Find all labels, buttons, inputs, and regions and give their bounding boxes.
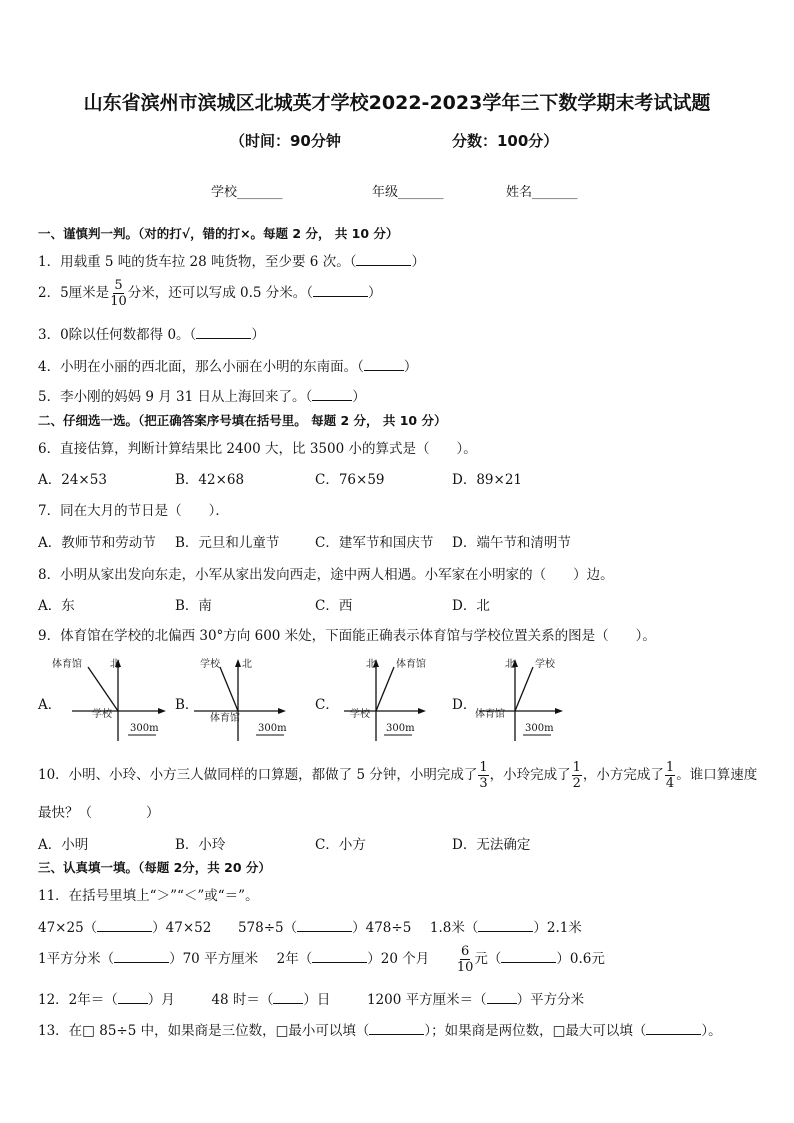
q6-option-d[interactable]: D．89×21 — [452, 472, 522, 488]
answer-blank[interactable] — [313, 282, 368, 297]
label-gym: 体育馆 — [396, 659, 426, 670]
answer-blank[interactable] — [487, 989, 517, 1004]
answer-blank[interactable] — [273, 989, 303, 1004]
school-field: 学校_______ — [211, 185, 283, 200]
question-3-text: 3．0除以任何数都得 0。（ — [38, 327, 197, 343]
q10-option-a[interactable]: A．小明 — [38, 837, 89, 853]
scale-label: 300m — [258, 723, 287, 734]
label-gym: 体育馆 — [475, 709, 505, 720]
question-10: 10．小明、小玲、小方三人做同样的口算题，都做了 5 分钟，小明完成了 $\frac{1}{3}$ ，小玲完成了 $\frac{1}{2}$ ，小方完成了 $\frac{1}{4}$ 。谁口算速度 — [38, 760, 758, 791]
question-1-text: 1．用载重 5 吨的货车拉 28 吨货物，至少要 6 次。（ — [38, 254, 357, 270]
answer-blank[interactable] — [646, 1020, 701, 1035]
grade-field: 年级_______ — [372, 185, 444, 200]
question-9: 9．体育馆在学校的北偏西 30°方向 600 米处，下面能正确表示体育馆与学校位置关系的图是（ ）。 — [38, 628, 656, 644]
q9-diagram-d — [475, 655, 595, 745]
label-north: 北 — [366, 659, 376, 670]
q6-option-a[interactable]: A．24×53 — [38, 472, 107, 488]
question-12: 12．2年＝（ ）月 48 时＝（ ）日 1200 平方厘米＝（ ）平方分米 — [38, 988, 584, 1008]
answer-blank[interactable] — [478, 917, 533, 932]
fraction: $\frac{1}{4}$ — [665, 760, 675, 791]
section2-heading: 二、仔细选一选。（把正确答案序号填在括号里。 每题 2 分， 共 10 分） — [38, 413, 447, 428]
question-4-text: 4．小明在小丽的西北面，那么小丽在小明的东南面。（ — [38, 359, 364, 375]
q9-option-c[interactable]: C． — [315, 697, 339, 713]
question-4: 4．小明在小丽的西北面，那么小丽在小明的东南面。（ ） — [38, 355, 417, 375]
label-school: 学校 — [350, 709, 370, 720]
label-north: 北 — [110, 659, 120, 670]
question-8: 8．小明从家出发向东走，小军从家出发向西走，途中两人相遇。小军家在小明家的（ ）边。 — [38, 567, 614, 583]
q9-diagram-c — [340, 655, 460, 745]
q10-option-b[interactable]: B．小玲 — [175, 837, 226, 853]
question-2: 2．5厘米是 $\frac{5}{10}$ 分米，还可以写成 0.5 分米。（ ） — [38, 278, 382, 309]
answer-blank[interactable] — [196, 324, 251, 339]
q7-option-d[interactable]: D．端午节和清明节 — [452, 535, 571, 551]
q9-diagram-a — [52, 655, 178, 745]
answer-blank[interactable] — [97, 917, 152, 932]
answer-blank[interactable] — [312, 386, 352, 401]
question-11-row2: 1平方分米（ ）70 平方厘米 2年（ ）20 个月 $\frac{6}{10}$ 元（ ）0.6元 — [38, 944, 605, 975]
fraction: $\frac{1}{2}$ — [572, 760, 581, 791]
answer-blank[interactable] — [364, 356, 404, 371]
question-6: 6．直接估算，判断计算结果比 2400 大，比 3500 小的算式是（ ）。 — [38, 441, 477, 457]
section1-heading: 一、谨慎判一判。（对的打√，错的打×。每题 2 分， 共 10 分） — [38, 226, 399, 241]
q7-option-a[interactable]: A．教师节和劳动节 — [38, 535, 156, 551]
q9-option-d[interactable]: D． — [452, 697, 477, 713]
answer-blank[interactable] — [114, 948, 169, 963]
fraction: $\frac{1}{3}$ — [479, 760, 488, 791]
q7-option-b[interactable]: B．元旦和儿童节 — [175, 535, 280, 551]
answer-blank[interactable] — [312, 948, 367, 963]
scale-label: 300m — [525, 723, 554, 734]
question-10-text: 10．小明、小玲、小方三人做同样的口算题，都做了 5 分钟，小明完成了 — [38, 767, 478, 783]
question-11-row1: 47×25（ ）47×52 578÷5（ ）478÷5 1.8米（ ）2.1米 — [38, 916, 582, 936]
answer-blank[interactable] — [297, 917, 352, 932]
question-5-text: 5．李小刚的妈妈 9 月 31 日从上海回来了。（ — [38, 389, 313, 405]
question-10-line2: 最快？（ ） — [38, 805, 160, 821]
label-school: 学校 — [92, 709, 112, 720]
q7-option-c[interactable]: C．建军节和国庆节 — [315, 535, 434, 551]
scale-label: 300m — [386, 723, 415, 734]
q8-option-c[interactable]: C．西 — [315, 598, 353, 614]
answer-blank[interactable] — [356, 251, 411, 266]
label-north: 北 — [505, 659, 515, 670]
fraction: $\frac{6}{10}$ — [456, 944, 474, 975]
question-1: 1．用载重 5 吨的货车拉 28 吨货物，至少要 6 次。（ ） — [38, 250, 425, 270]
label-gym: 体育馆 — [52, 659, 82, 670]
question-7: 7．同在大月的节日是（ ）． — [38, 503, 229, 519]
exam-title: 山东省滨州市滨城区北城英才学校2022-2023学年三下数学期末考试试题 — [83, 92, 711, 114]
label-north: 北 — [242, 659, 252, 670]
q6-option-c[interactable]: C．76×59 — [315, 472, 385, 488]
question-5: 5．李小刚的妈妈 9 月 31 日从上海回来了。（ ） — [38, 385, 366, 405]
question-11: 11．在括号里填上“＞”“＜”或“＝”。 — [38, 888, 259, 904]
label-gym: 体育馆 — [210, 713, 240, 724]
answer-blank[interactable] — [118, 989, 148, 1004]
q10-option-d[interactable]: D．无法确定 — [452, 837, 531, 853]
section3-heading: 三、认真填一填。（每题 2分，共 20 分） — [38, 860, 271, 875]
exam-time: （时间：90分钟 — [230, 132, 341, 150]
question-13: 13．在□ 85÷5 中，如果商是三位数，□最小可以填（ ）；如果商是两位数，□最大可以填（ ）。 — [38, 1019, 722, 1039]
label-school: 学校 — [200, 659, 220, 670]
label-school: 学校 — [535, 659, 555, 670]
fraction: $\frac{5}{10}$ — [110, 278, 127, 309]
q8-option-b[interactable]: B．南 — [175, 598, 212, 614]
name-field: 姓名_______ — [506, 185, 578, 200]
q9-option-a[interactable]: A． — [38, 697, 62, 713]
q8-option-d[interactable]: D．北 — [452, 598, 490, 614]
q9-option-b[interactable]: B． — [175, 697, 199, 713]
answer-blank[interactable] — [369, 1020, 424, 1035]
q6-option-b[interactable]: B．42×68 — [175, 472, 245, 488]
exam-score: 分数：100分） — [452, 132, 559, 150]
question-3: 3．0除以任何数都得 0。（ ） — [38, 323, 265, 343]
q8-option-a[interactable]: A．东 — [38, 598, 75, 614]
q10-option-c[interactable]: C．小方 — [315, 837, 366, 853]
scale-label: 300m — [130, 723, 159, 734]
answer-blank[interactable] — [501, 948, 556, 963]
q9-diagram-b — [198, 655, 318, 745]
question-2-text: 2．5厘米是 — [38, 285, 110, 301]
